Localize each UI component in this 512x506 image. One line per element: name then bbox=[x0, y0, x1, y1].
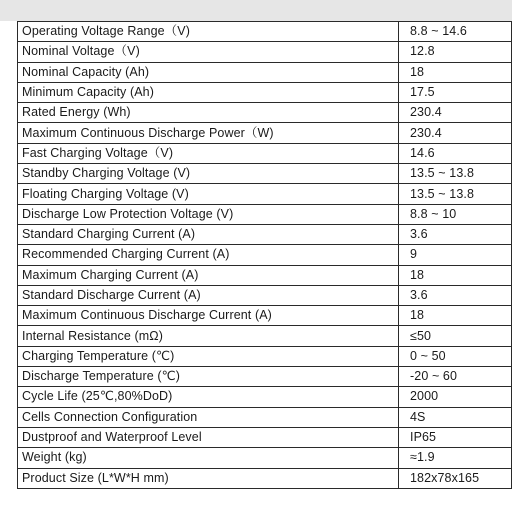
table-row bbox=[18, 42, 512, 62]
table-row bbox=[18, 468, 512, 488]
table-row bbox=[18, 62, 512, 82]
spec-parameter: Rated Energy (Wh) bbox=[18, 103, 399, 123]
spec-value: 18 bbox=[399, 62, 512, 82]
spec-value: 2000 bbox=[399, 387, 512, 407]
spec-parameter: Internal Resistance (mΩ) bbox=[18, 326, 399, 346]
spec-parameter: Fast Charging Voltage（V) bbox=[18, 143, 399, 163]
spec-parameter: Cells Connection Configuration bbox=[18, 407, 399, 427]
spec-parameter: Maximum Continuous Discharge Current (A) bbox=[18, 306, 399, 326]
spec-parameter: Recommended Charging Current (A) bbox=[18, 245, 399, 265]
table-row bbox=[18, 164, 512, 184]
spec-parameter: Cycle Life (25℃,80%DoD) bbox=[18, 387, 399, 407]
spec-parameter: Nominal Capacity (Ah) bbox=[18, 62, 399, 82]
spec-value: 8.8 ~ 14.6 bbox=[399, 22, 512, 42]
spec-parameter: Weight (kg) bbox=[18, 448, 399, 468]
spec-value: 13.5 ~ 13.8 bbox=[399, 184, 512, 204]
top-header-band bbox=[0, 0, 512, 21]
table-row bbox=[18, 448, 512, 468]
table-row bbox=[18, 326, 512, 346]
spec-parameter: Standby Charging Voltage (V) bbox=[18, 164, 399, 184]
table-row bbox=[18, 224, 512, 244]
table-row bbox=[18, 204, 512, 224]
spec-value: 3.6 bbox=[399, 224, 512, 244]
spec-parameter: Standard Discharge Current (A) bbox=[18, 285, 399, 305]
spec-parameter: Product Size (L*W*H mm) bbox=[18, 468, 399, 488]
table-row bbox=[18, 22, 512, 42]
spec-parameter: Dustproof and Waterproof Level bbox=[18, 427, 399, 447]
spec-parameter: Standard Charging Current (A) bbox=[18, 224, 399, 244]
table-row bbox=[18, 123, 512, 143]
spec-parameter: Operating Voltage Range（V) bbox=[18, 22, 399, 42]
table-row bbox=[18, 367, 512, 387]
table-row bbox=[18, 387, 512, 407]
spec-value: -20 ~ 60 bbox=[399, 367, 512, 387]
spec-value: 9 bbox=[399, 245, 512, 265]
table-row bbox=[18, 103, 512, 123]
table-row bbox=[18, 346, 512, 366]
spec-value: 12.8 bbox=[399, 42, 512, 62]
spec-parameter: Maximum Continuous Discharge Power（W) bbox=[18, 123, 399, 143]
table-row bbox=[18, 82, 512, 102]
spec-parameter: Minimum Capacity (Ah) bbox=[18, 82, 399, 102]
table-row bbox=[18, 143, 512, 163]
spec-parameter: Charging Temperature (℃) bbox=[18, 346, 399, 366]
table-row bbox=[18, 265, 512, 285]
battery-spec-table bbox=[17, 21, 512, 489]
spec-value: ≈1.9 bbox=[399, 448, 512, 468]
table-row bbox=[18, 184, 512, 204]
table-row bbox=[18, 427, 512, 447]
table-row bbox=[18, 306, 512, 326]
spec-value: 230.4 bbox=[399, 103, 512, 123]
spec-value: 8.8 ~ 10 bbox=[399, 204, 512, 224]
spec-value: 13.5 ~ 13.8 bbox=[399, 164, 512, 184]
table-row bbox=[18, 285, 512, 305]
spec-parameter: Nominal Voltage（V) bbox=[18, 42, 399, 62]
table-row bbox=[18, 407, 512, 427]
spec-value: 230.4 bbox=[399, 123, 512, 143]
spec-parameter: Discharge Temperature (℃) bbox=[18, 367, 399, 387]
spec-value: 4S bbox=[399, 407, 512, 427]
spec-parameter: Discharge Low Protection Voltage (V) bbox=[18, 204, 399, 224]
spec-value: 0 ~ 50 bbox=[399, 346, 512, 366]
spec-parameter: Floating Charging Voltage (V) bbox=[18, 184, 399, 204]
table-row bbox=[18, 245, 512, 265]
spec-value: 18 bbox=[399, 306, 512, 326]
spec-parameter: Maximum Charging Current (A) bbox=[18, 265, 399, 285]
spec-table-body bbox=[18, 22, 512, 489]
spec-value: 3.6 bbox=[399, 285, 512, 305]
spec-value: 182x78x165 bbox=[399, 468, 512, 488]
spec-value: 18 bbox=[399, 265, 512, 285]
spec-value: IP65 bbox=[399, 427, 512, 447]
spec-value: 17.5 bbox=[399, 82, 512, 102]
spec-value: ≤50 bbox=[399, 326, 512, 346]
spec-value: 14.6 bbox=[399, 143, 512, 163]
bottom-margin bbox=[0, 490, 512, 506]
